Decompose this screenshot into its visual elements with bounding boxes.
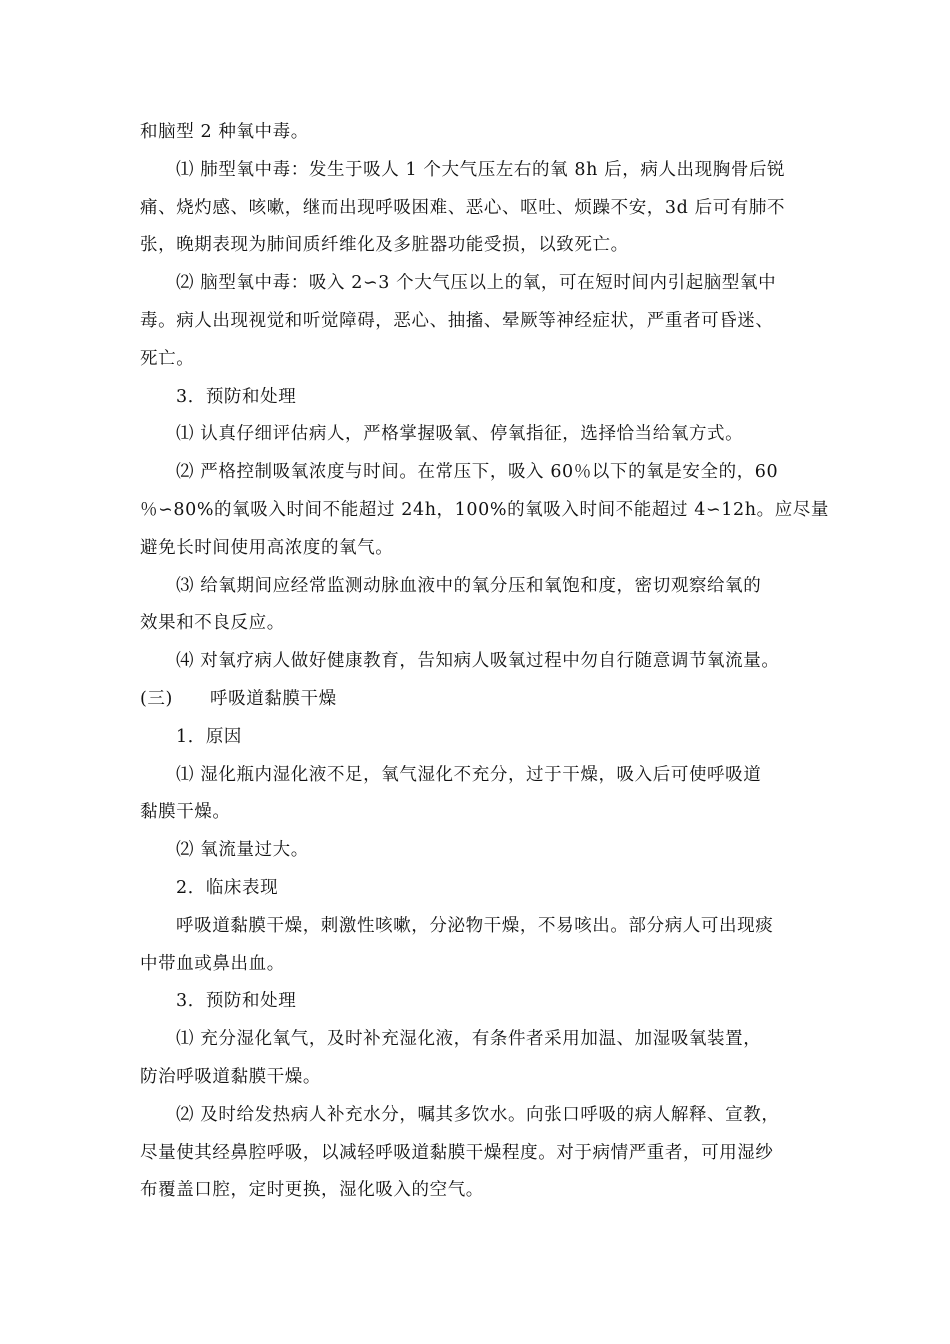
paragraph-line: ⑴ 认真仔细评估病人，严格掌握吸氧、停氧指征，选择恰当给氧方式。 bbox=[176, 424, 744, 445]
paragraph-line: 避免长时间使用高浓度的氧气。 bbox=[140, 537, 394, 558]
paragraph-line: 痛、烧灼感、咳嗽，继而出现呼吸困难、恶心、呕吐、烦躁不安，3d 后可有肺不 bbox=[140, 197, 786, 218]
paragraph-line: ⑶ 给氧期间应经常监测动脉血液中的氧分压和氧饱和度，密切观察给氧的 bbox=[176, 575, 762, 596]
paragraph-line: ⑷ 对氧疗病人做好健康教育，告知病人吸氧过程中勿自行随意调节氧流量。 bbox=[176, 651, 780, 672]
paragraph-line: 毒。病人出现视觉和听觉障碍，恶心、抽搐、晕厥等神经症状，严重者可昏迷、 bbox=[140, 310, 774, 331]
text-block-mucosa-dryness bbox=[140, 719, 815, 1210]
paragraph-line: 中带血或鼻出血。 bbox=[140, 953, 285, 974]
paragraph-line: 和脑型 2 种氧中毒。 bbox=[140, 122, 309, 142]
paragraph-line: ⑴ 肺型氧中毒：发生于吸人 1 个大气压左右的氧 8h 后，病人出现胸骨后锐 bbox=[176, 159, 786, 180]
paragraph-line: 张，晚期表现为肺间质纤维化及多脏器功能受损，以致死亡。 bbox=[140, 235, 629, 256]
section-number: (三) bbox=[140, 688, 173, 709]
paragraph-line: 布覆盖口腔，定时更换，湿化吸入的空气。 bbox=[140, 1180, 484, 1201]
paragraph-line: ⑵ 严格控制吸氧浓度与时间。在常压下，吸入 60％以下的氧是安全的，60 bbox=[176, 462, 779, 483]
section-heading bbox=[140, 681, 815, 719]
paragraph-line: 死亡。 bbox=[140, 348, 195, 369]
paragraph-line: ％∽80%的氧吸入时间不能超过 24h，100%的氧吸入时间不能超过 4∽12h。应尽量 bbox=[140, 499, 829, 520]
paragraph-line: ⑴ 充分湿化氧气，及时补充湿化液，有条件者采用加温、加湿吸氧装置， bbox=[176, 1029, 762, 1050]
paragraph-line: 防治呼吸道黏膜干燥。 bbox=[140, 1066, 321, 1087]
paragraph-line: 1．原因 bbox=[176, 726, 243, 747]
paragraph-line: 3．预防和处理 bbox=[176, 991, 297, 1012]
section-title: 呼吸道黏膜干燥 bbox=[210, 688, 337, 709]
paragraph-line: ⑵ 脑型氧中毒：吸入 2∽3 个大气压以上的氧，可在短时间内引起脑型氧中 bbox=[176, 273, 777, 294]
paragraph-line: 尽量使其经鼻腔呼吸，以减轻呼吸道黏膜干燥程度。对于病情严重者，可用湿纱 bbox=[140, 1142, 774, 1163]
paragraph-line: 效果和不良反应。 bbox=[140, 613, 285, 634]
text-block-oxygen-toxicity bbox=[140, 114, 829, 681]
paragraph-line: 3．预防和处理 bbox=[176, 386, 297, 407]
paragraph-line: 2．临床表现 bbox=[176, 877, 279, 898]
paragraph-line: 呼吸道黏膜干燥，刺激性咳嗽，分泌物干燥，不易咳出。部分病人可出现痰 bbox=[176, 915, 774, 936]
paragraph-line: 黏膜干燥。 bbox=[140, 802, 231, 823]
paragraph-line: ⑵ 氧流量过大。 bbox=[176, 840, 309, 861]
paragraph-line: ⑴ 湿化瓶内湿化液不足，氧气湿化不充分，过于干燥，吸入后可使呼吸道 bbox=[176, 764, 762, 785]
paragraph-line: ⑵ 及时给发热病人补充水分，嘱其多饮水。向张口呼吸的病人解释、宣教， bbox=[176, 1104, 780, 1125]
